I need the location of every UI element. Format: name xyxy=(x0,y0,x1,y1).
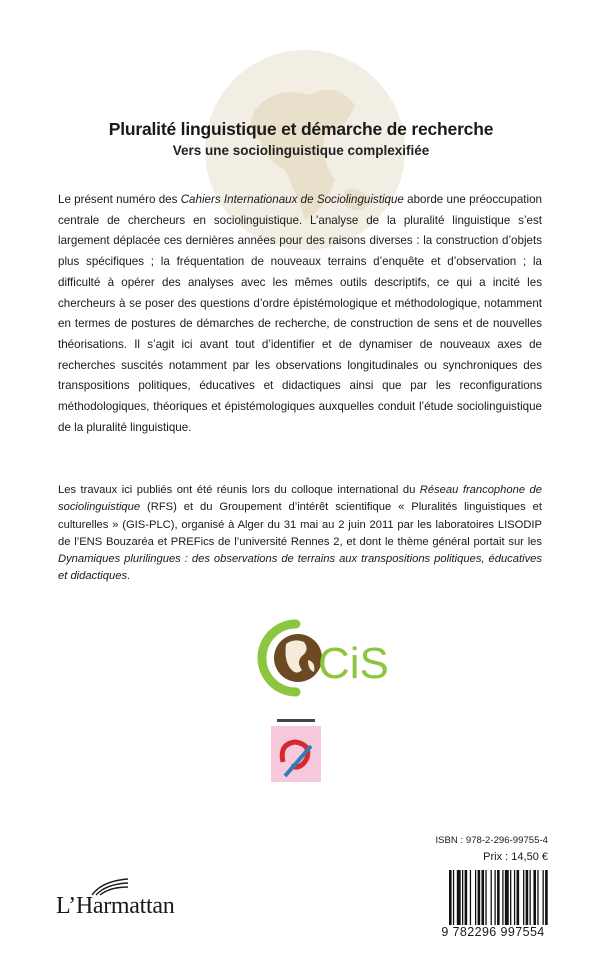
barcode-bar xyxy=(545,870,548,925)
conference-theme: Dynamiques plurilingues : des observations de terrains aux transpositions politiques, éducatives et didactiques xyxy=(58,553,542,583)
barcode-bar xyxy=(510,870,511,925)
barcode-bar xyxy=(449,870,452,925)
barcode-bar xyxy=(523,870,524,925)
text-segment: (RFS) et du Groupement d’intérêt scientifique « Pluralités linguistiques et culturelles » (GIS-PLC), organisé à Alger du 31 mai au 2 juin 2011 par les laboratoires LISODIP de l’ENS Bouzaréa et PREFics de l’université Rennes 2, et dont le thème général portait sur les xyxy=(58,501,542,548)
barcode-bar xyxy=(514,870,515,925)
barcode-bar xyxy=(502,870,503,925)
barcode-bar xyxy=(517,870,520,925)
publisher-name: L’Harmattan xyxy=(56,893,175,919)
barcode-bar xyxy=(462,870,463,925)
price: Prix : 14,50 € xyxy=(483,851,548,863)
text-segment: . xyxy=(127,570,131,583)
rfs-logo xyxy=(271,716,321,782)
barcode-bar xyxy=(526,870,529,925)
barcode-bar xyxy=(478,870,481,925)
network-name: Réseau francophone de sociolinguistique xyxy=(58,484,542,514)
cis-logo xyxy=(252,610,389,706)
barcode-bar xyxy=(465,870,468,925)
barcode-bar xyxy=(470,870,471,925)
barcode-bar xyxy=(485,870,486,925)
barcode-number: 9 782296 997554 xyxy=(441,925,545,939)
isbn: ISBN : 978-2-296-99755-4 xyxy=(435,835,548,846)
barcode-bar xyxy=(481,870,484,925)
barcode-bar xyxy=(543,870,544,925)
barcode-bar xyxy=(530,870,531,925)
barcode-bar xyxy=(505,870,509,925)
barcode-bar xyxy=(491,870,492,925)
barcode-bar xyxy=(494,870,495,925)
barcode-bar xyxy=(533,870,536,925)
text-segment: aborde une préoccupation centrale de chercheurs en sociolinguistique. L’analyse de la pluralité linguistique s’est largement déplacée ces dernières années pour des raisons diverses : la construction d’objets plus spécifiques ; la fréquentation de nouveaux terrains d’enquête et d’observation ; la difficulté à opérer des analyses avec les mêmes outils descriptifs, ce qui a incité les chercheurs à se poser des questions d’ordre épistémologique et méthodologique, notamment en termes de postures de démarches de recherche, de construction de sens et de nouvelles théorisations. Il s’agit ici avant tout d’identifier et de dynamiser de nouveaux axes de recherches suscités notamment par les observations longitudinales ou synchroniques des transpositions politiques, éducatives et didactiques ainsi que par les reconfigurations méthodologiques, théoriques et épistémologiques auxquelles conduit l’étude sociolinguistique de la pluralité linguistique. xyxy=(58,193,542,434)
barcode-bar xyxy=(475,870,476,925)
text-segment: Les travaux ici publiés ont été réunis lors du colloque international du xyxy=(58,484,420,496)
series-name: Cahiers Internationaux de Sociolinguistique xyxy=(180,193,404,206)
cis-logo-text: CiS xyxy=(318,639,389,688)
text-segment: Le présent numéro des xyxy=(58,193,181,206)
context-paragraph xyxy=(58,482,542,586)
barcode-bar xyxy=(457,870,461,925)
description-paragraph xyxy=(58,190,542,438)
barcode-bar xyxy=(497,870,500,925)
barcode-bar xyxy=(453,870,454,925)
barcode-bar xyxy=(537,870,538,925)
page-title: Pluralité linguistique et démarche de recherche xyxy=(108,119,494,139)
barcode xyxy=(449,870,549,925)
page-subtitle: Vers une sociolinguistique complexifiée xyxy=(172,143,430,158)
